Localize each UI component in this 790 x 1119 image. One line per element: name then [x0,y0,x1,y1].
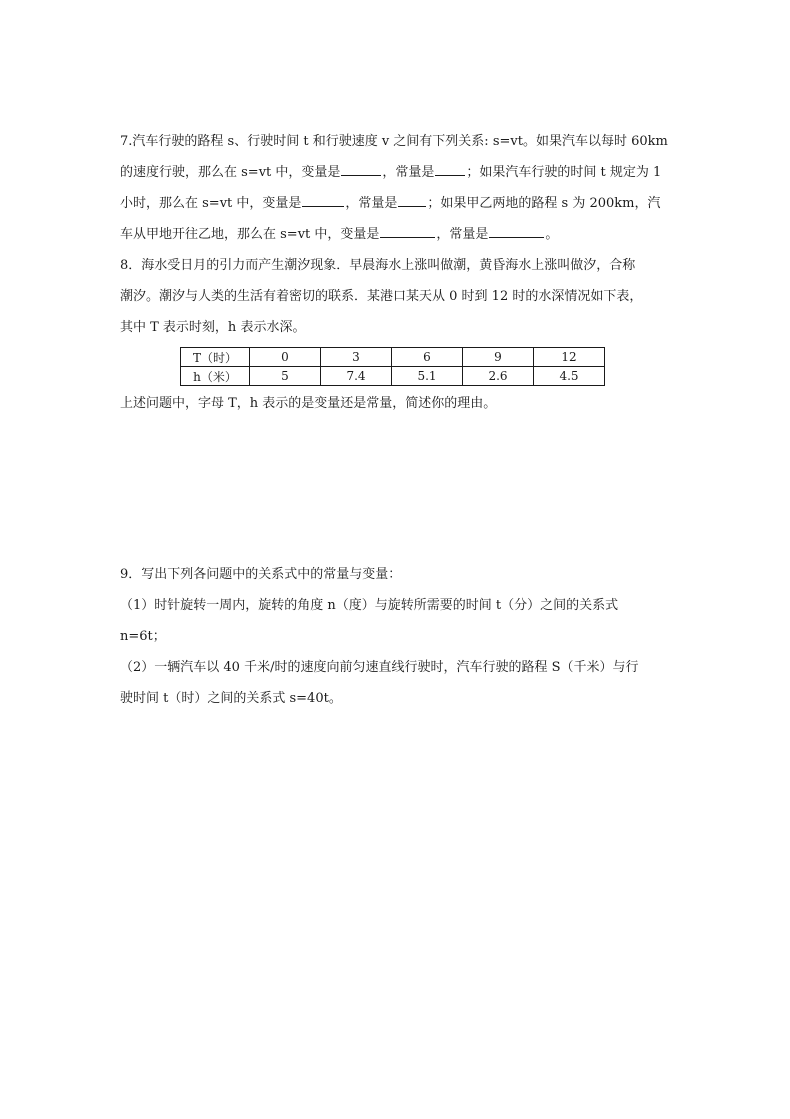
q7-text: ，常量是 [436,227,489,242]
table-cell: 12 [534,348,605,367]
q7-text: 。 [545,227,559,242]
question-8 [120,250,680,419]
q9-part-2-line-2: 驶时间 t（时）之间的关系式 s=40t。 [120,691,342,706]
table-cell: 4.5 [534,367,605,386]
table-cell: 6 [392,348,463,367]
q9-part-1-line-1: （1）时针旋转一周内，旋转的角度 n（度）与旋转所需要的时间 t（分）之间的关系式 [120,598,619,613]
table-cell: 5 [250,367,321,386]
answer-blank-constant-3[interactable] [489,224,544,238]
answer-blank-variable-1[interactable] [341,162,381,176]
tide-table [180,347,605,386]
worksheet-page [120,126,680,714]
answer-blank-constant-2[interactable] [398,193,426,207]
table-cell: 7.4 [321,367,392,386]
answer-blank-constant-1[interactable] [435,162,465,176]
answer-space[interactable] [120,419,680,559]
q7-text: ，常量是 [345,196,398,211]
q7-text: ；如果汽车行驶的时间 t 规定为 1 [466,165,662,180]
q8-question: 上述问题中，字母 T，h 表示的是变量还是常量，简述你的理由。 [120,396,497,411]
q8-line-3: 其中 T 表示时刻，h 表示水深。 [120,320,306,335]
q8-line-1: 8．海水受日月的引力而产生潮汐现象．早晨海水上涨叫做潮，黄昏海水上涨叫做汐，合称 [120,258,636,273]
table-cell: 3 [321,348,392,367]
table-row [181,367,605,386]
answer-blank-variable-2[interactable] [302,193,344,207]
q7-text: ，常量是 [382,165,435,180]
q7-line-4 [120,219,680,250]
q9-part-2-line-1: （2）一辆汽车以 40 千米/时的速度向前匀速直线行驶时，汽车行驶的路程 S（千米）与行 [120,660,639,675]
q7-line-1: 7.汽车行驶的路程 s、行驶时间 t 和行驶速度 v 之间有下列关系: s=vt。如果汽车以每时 60km [120,134,668,149]
table-cell: 9 [463,348,534,367]
q7-line-3 [120,188,680,219]
table-cell: 5.1 [392,367,463,386]
table-header-time: T（时） [181,348,250,367]
table-cell: 0 [250,348,321,367]
question-7 [120,126,680,250]
q7-text: 车从甲地开往乙地，那么在 s=vt 中，变量是 [120,227,380,242]
table-row [181,348,605,367]
table-header-depth: h（米） [181,367,250,386]
q9-title: 9．写出下列各问题中的关系式中的常量与变量： [120,567,402,582]
q7-text: 小时，那么在 s=vt 中，变量是 [120,196,302,211]
q7-text: ；如果甲乙两地的路程 s 为 200km，汽 [427,196,661,211]
q8-line-2: 潮汐。潮汐与人类的生活有着密切的联系．某港口某天从 0 时到 12 时的水深情况如下表， [120,289,643,304]
table-cell: 2.6 [463,367,534,386]
q9-part-1-line-2: n=6t； [120,629,166,644]
question-9 [120,559,680,714]
q7-text: 的速度行驶，那么在 s=vt 中，变量是 [120,165,341,180]
answer-blank-variable-3[interactable] [380,224,435,238]
q7-line-2 [120,157,680,188]
